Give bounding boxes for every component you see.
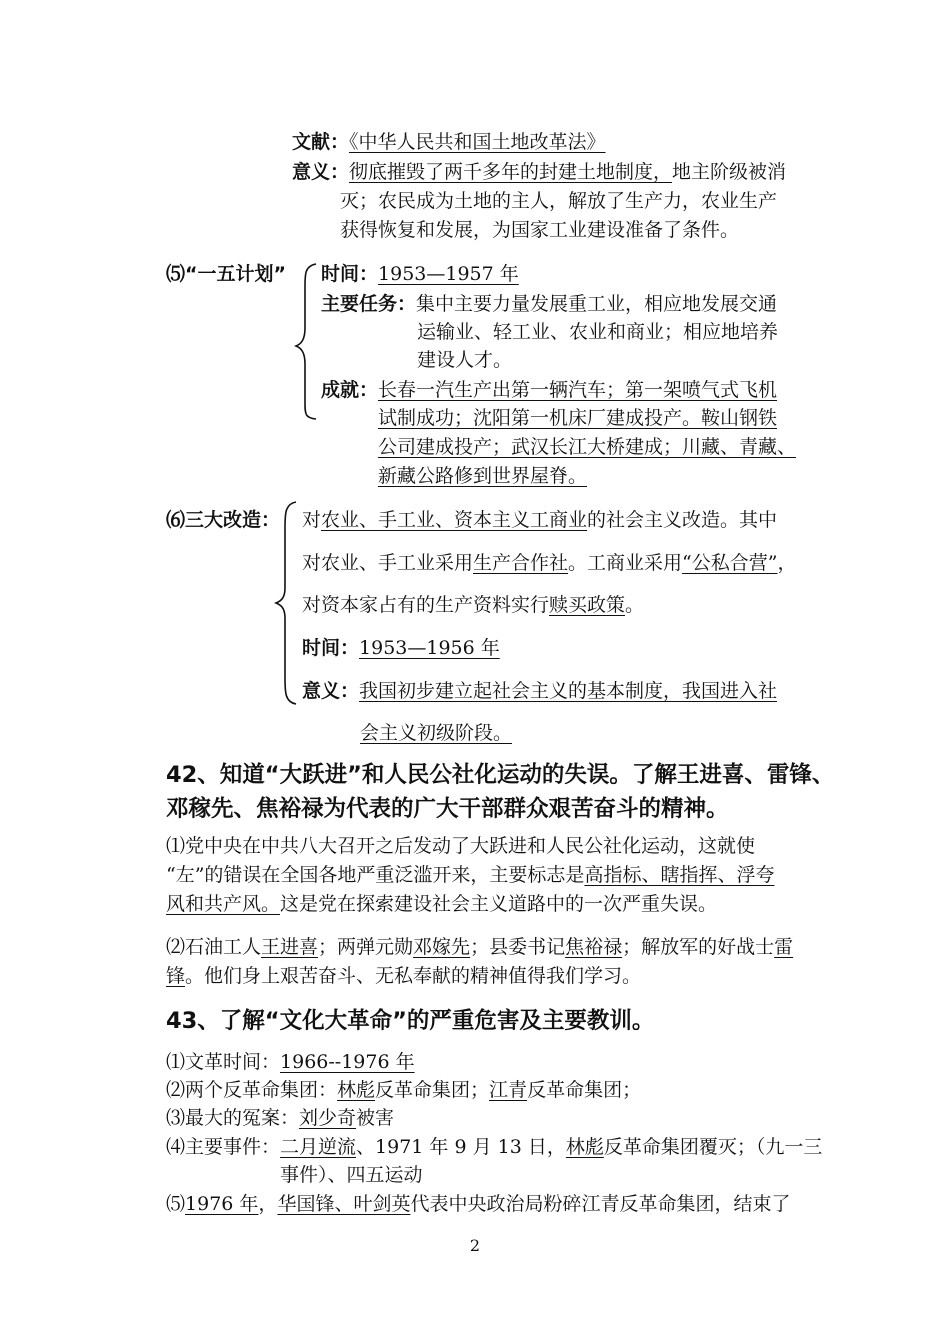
s43-i4-linbiao: 林彪 xyxy=(565,1136,604,1158)
s43-i2-linbiao: 林彪 xyxy=(337,1079,376,1101)
tt-l3-a: 对资本家占有的生产资料实行 xyxy=(302,594,550,616)
five-year-plan-task-line1 xyxy=(321,292,777,316)
s43-i2-a: ⑵两个反革命集团： xyxy=(166,1079,338,1101)
five-year-plan-achievement-line2: 试制成功；沈阳第一机床厂建成投产。鞍山钢铁 xyxy=(378,407,778,429)
three-transformations-line3 xyxy=(302,593,644,617)
s42-p1-l2-a: “左”的错误在全国各地严重泛滥开来，主要标志是 xyxy=(166,864,585,886)
s42-p2-b: ；两弹元勋 xyxy=(318,936,414,958)
three-transformations-line1 xyxy=(302,508,777,532)
s42-p2-l2-b: 。他们身上艰苦奋斗、无私奉献的精神值得我们学习。 xyxy=(185,965,642,987)
five-year-plan-achievement-line1 xyxy=(321,378,777,402)
s43-i3-liushaoqi: 刘少奇 xyxy=(299,1107,357,1129)
s42-p2-a: ⑵石油工人 xyxy=(166,936,262,958)
significance-label: 意义： xyxy=(292,161,350,183)
three-transformations-time-line xyxy=(302,636,500,660)
section-43-title: 43、了解“文化大革命”的严重危害及主要教训。 xyxy=(166,1008,655,1034)
s42-p1-l3-underlined: 风和共产风。 xyxy=(166,893,281,915)
significance-underlined: 彻底摧毁了两千多年的封建土地制度， xyxy=(349,161,673,183)
s43-item4-line2: 事件）、四五运动 xyxy=(280,1164,423,1186)
three-transformations-line2 xyxy=(302,551,797,575)
tt-l1-a: 对 xyxy=(302,509,322,531)
five-year-plan-time-line xyxy=(321,262,519,286)
s42-p2-c: ；县委书记 xyxy=(470,936,566,958)
five-year-plan-achievement-line3: 公司建成投产；武汉长江大桥建成；川藏、青藏、 xyxy=(378,436,797,458)
land-reform-significance-line2: 灭；农民成为土地的主人，解放了生产力，农业生产 xyxy=(340,190,778,212)
s42-p2-feng: 锋 xyxy=(166,965,186,987)
s43-item3 xyxy=(166,1106,394,1130)
s42-p2-wang: 王进喜 xyxy=(261,936,319,958)
s42-p2-d: ；解放军的好战士 xyxy=(622,936,775,958)
tt-time-label: 时间： xyxy=(302,637,360,659)
page-number: 2 xyxy=(469,1236,481,1255)
five-year-plan-heading: ⑸“一五计划” xyxy=(166,263,286,285)
section-42-title-line1: 42、知道“大跃进”和人民公社化运动的失误。了解王进喜、雷锋、 xyxy=(166,762,835,788)
tt-l2-joint-venture: “公私合营” xyxy=(682,552,778,574)
tt-l3-buyout: 赎买政策 xyxy=(549,594,626,616)
tt-l2-cooperative: 生产合作社 xyxy=(473,552,569,574)
s42-p2-lei: 雷 xyxy=(774,936,794,958)
s43-i4-c: 反革命集团覆灭；（九一三 xyxy=(603,1136,823,1158)
section-42-title-line2: 邓稼先、焦裕禄为代表的广大干部群众艰苦奋斗的精神。 xyxy=(166,796,729,822)
three-transformations-brace xyxy=(274,500,300,706)
land-reform-significance-line3: 获得恢复和发展，为国家工业建设准备了条件。 xyxy=(340,219,740,241)
s43-i5-a: ⑸ xyxy=(166,1193,186,1215)
s43-i4-b: 、1971 年 9 月 13 日， xyxy=(356,1136,566,1158)
s43-i2-jiangqing: 江青 xyxy=(489,1079,528,1101)
s42-p1-line3 xyxy=(166,892,717,916)
s43-i2-c: 反革命集团； xyxy=(527,1079,642,1101)
s43-item1 xyxy=(166,1050,415,1074)
s43-item2 xyxy=(166,1078,641,1102)
three-transformations-significance-line2: 会主义初级阶段。 xyxy=(360,722,513,744)
three-transformations-heading: ⑹三大改造： xyxy=(166,509,281,531)
five-year-plan-achievement-line4: 新藏公路修到世界屋脊。 xyxy=(378,465,588,487)
s42-p1-line1: ⑴党中央在中共八大召开之后发动了大跃进和人民公社化运动，这就使 xyxy=(166,835,756,857)
land-reform-document-line xyxy=(292,130,606,154)
three-transformations-significance-line1 xyxy=(302,679,777,703)
five-year-plan-brace xyxy=(294,262,320,420)
tt-l2-c: ， xyxy=(777,552,797,574)
s43-i4-february: 二月逆流 xyxy=(280,1136,357,1158)
s42-p1-l3-b: 这是党在探索建设社会主义道路中的一次严重失误。 xyxy=(280,893,718,915)
significance-rest: 地主阶级被消 xyxy=(672,161,787,183)
tt-l2-a: 对农业、手工业采用 xyxy=(302,552,474,574)
tt-l1-underlined: 农业、手工业、资本主义工商业 xyxy=(321,509,588,531)
s42-p2-jiao: 焦裕禄 xyxy=(565,936,623,958)
s43-i1-years: 1966--1976 年 xyxy=(280,1051,415,1073)
s42-p2-deng: 邓嫁先 xyxy=(413,936,471,958)
s42-p2-line2 xyxy=(166,964,641,988)
s43-i5-b: ， xyxy=(258,1193,278,1215)
s43-i5-c: 代表中央政治局粉碎江青反革命集团，结束了 xyxy=(410,1193,791,1215)
s43-item4-line1 xyxy=(166,1135,822,1159)
tt-time-value: 1953—1956 年 xyxy=(359,637,500,659)
s42-p2-line1 xyxy=(166,935,793,959)
s43-i3-b: 被害 xyxy=(356,1107,395,1129)
document-value: 《中华人民共和国土地改革法》 xyxy=(349,131,606,153)
s43-i4-a: ⑷主要事件： xyxy=(166,1136,281,1158)
fyp-task-label: 主要任务： xyxy=(321,293,417,315)
fyp-time-value: 1953—1957 年 xyxy=(378,263,519,285)
s42-p1-line2 xyxy=(166,863,774,887)
tt-l3-b: 。 xyxy=(625,594,645,616)
tt-sig-label: 意义： xyxy=(302,680,360,702)
s42-p1-l2-underlined: 高指标、瞎指挥、浮夸 xyxy=(584,864,775,886)
s43-item5 xyxy=(166,1192,790,1216)
tt-l1-b: 的社会主义改造。其中 xyxy=(587,509,778,531)
land-reform-significance-line1 xyxy=(292,160,786,184)
s43-i1-a: ⑴文革时间： xyxy=(166,1051,281,1073)
s43-i5-leaders: 华国锋、叶剑英 xyxy=(277,1193,411,1215)
s43-i3-a: ⑶最大的冤案： xyxy=(166,1107,300,1129)
fyp-ach-label: 成就： xyxy=(321,379,379,401)
fyp-task-text1: 集中主要力量发展重工业，相应地发展交通 xyxy=(416,293,778,315)
tt-l2-b: 。工商业采用 xyxy=(568,552,683,574)
five-year-plan-task-line3: 建设人才。 xyxy=(417,349,513,371)
five-year-plan-task-line2: 运输业、轻工业、农业和商业；相应地培养 xyxy=(417,321,779,343)
tt-sig-text1: 我国初步建立起社会主义的基本制度，我国进入社 xyxy=(359,680,778,702)
s43-i5-year: 1976 年 xyxy=(185,1193,259,1215)
fyp-ach-text1: 长春一汽生产出第一辆汽车；第一架喷气式飞机 xyxy=(378,379,778,401)
fyp-time-label: 时间： xyxy=(321,263,379,285)
s43-i2-b: 反革命集团； xyxy=(375,1079,490,1101)
document-label: 文献： xyxy=(292,131,350,153)
